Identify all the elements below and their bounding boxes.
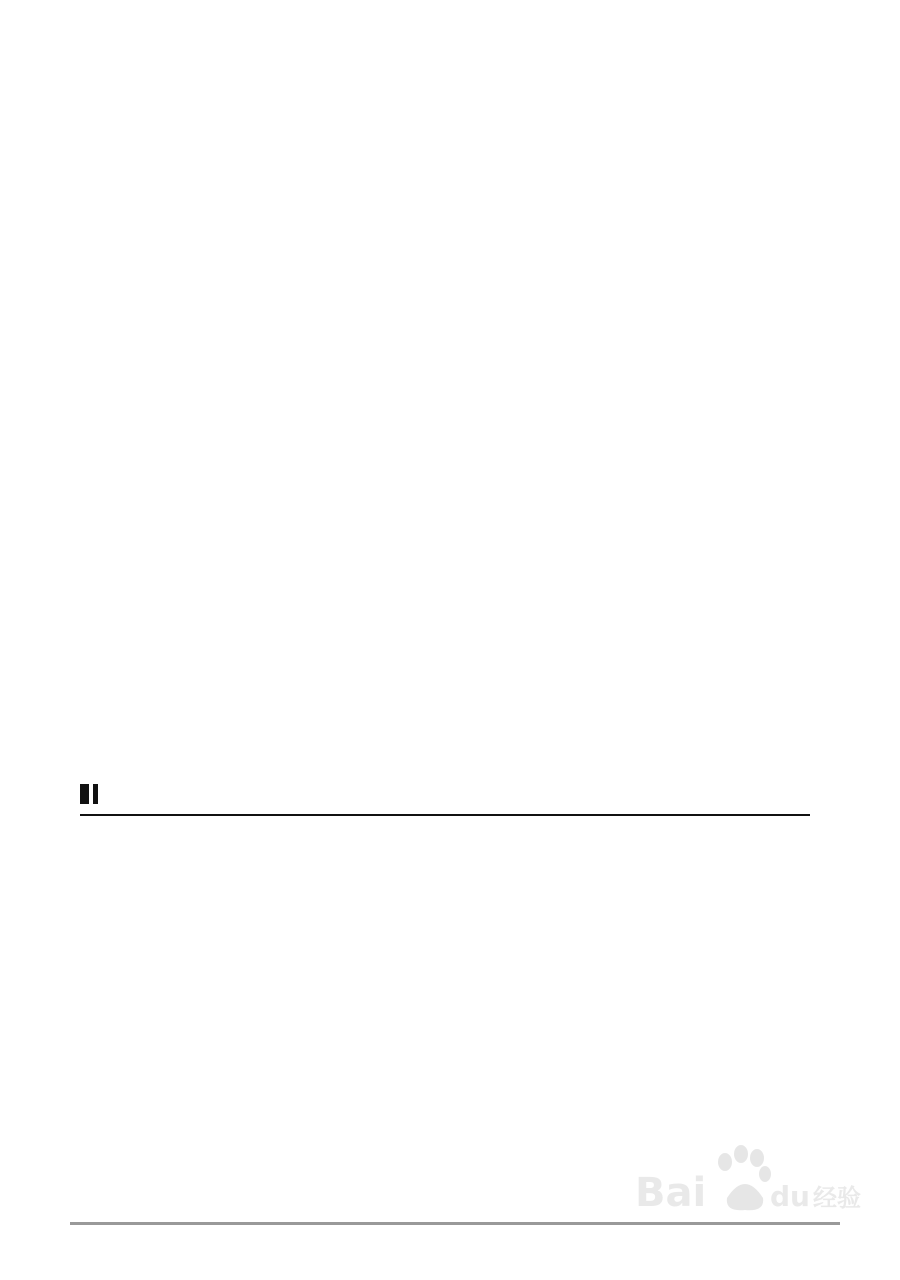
footer-divider: [70, 1222, 840, 1225]
svg-text:经验: 经验: [813, 1184, 861, 1212]
svg-text:Bai: Bai: [635, 1170, 707, 1216]
section-bar-icon: [80, 784, 89, 804]
section-bar-icon-2: [93, 784, 98, 804]
section-header: [80, 774, 810, 816]
svg-text:du: du: [770, 1180, 810, 1213]
baidu-watermark-logo: [615, 1140, 865, 1240]
